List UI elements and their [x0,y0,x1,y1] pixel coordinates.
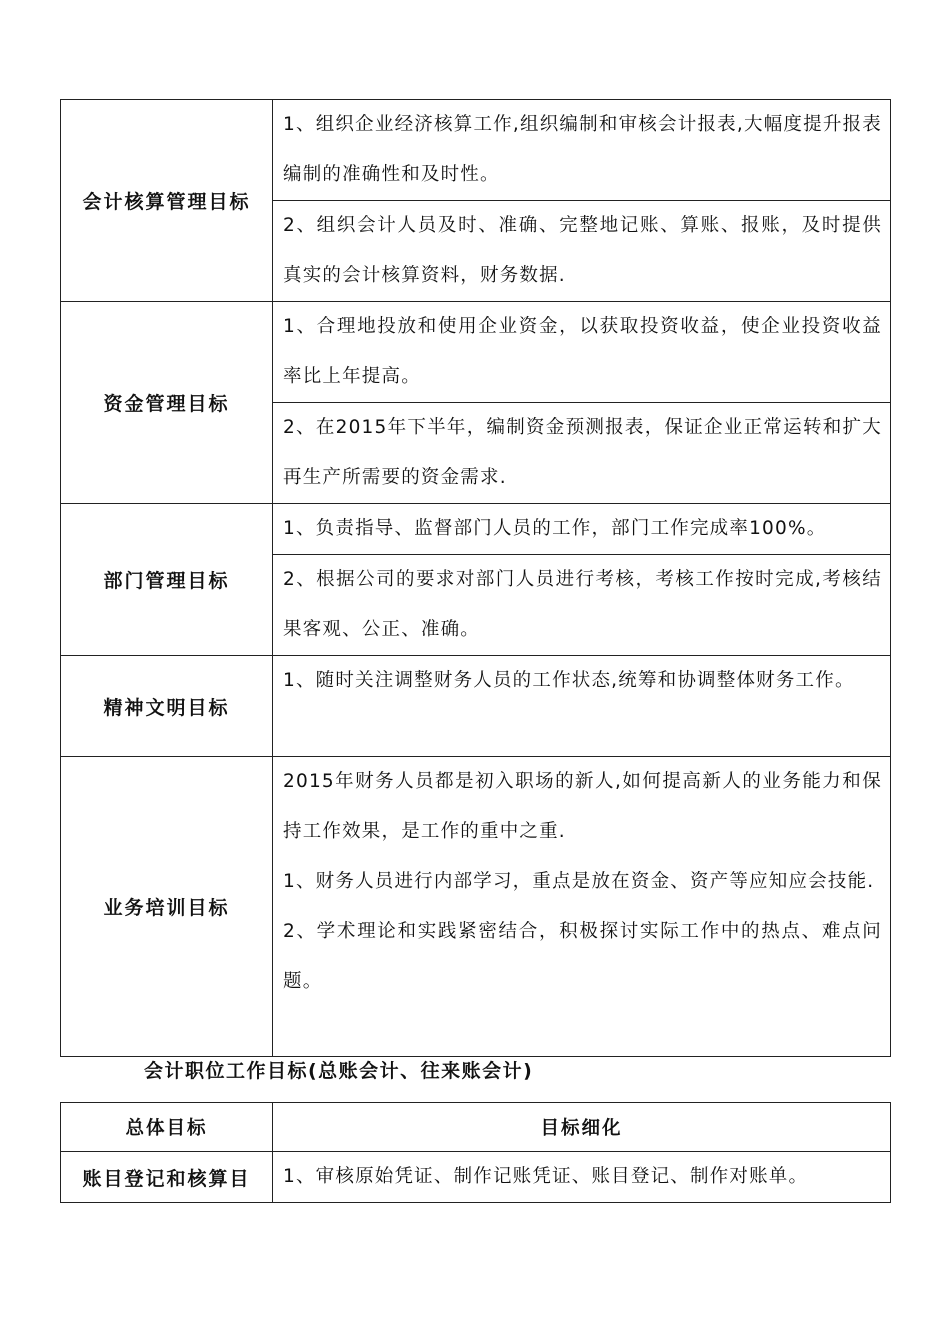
goal-item: 1、负责指导、监督部门人员的工作，部门工作完成率100%。 [273,504,891,555]
goal-item: 1、随时关注调整财务人员的工作状态,统筹和协调整体财务工作。 [273,656,891,757]
goal-item: 1、组织企业经济核算工作,组织编制和审核会计报表,大幅度提升报表编制的准确性和及时性。 [273,100,891,201]
goal-paragraph: 2015年财务人员都是初入职场的新人,如何提高新人的业务能力和保持工作效果，是工作的重中之重. [283,771,882,842]
goal-item: 2、根据公司的要求对部门人员进行考核，考核工作按时完成,考核结果客观、公正、准确。 [273,555,891,656]
header-overall-goal: 总体目标 [61,1103,273,1152]
goal-paragraph: 2、学术理论和实践紧密结合，积极探讨实际工作中的热点、难点问题。 [283,921,882,992]
table-header-row [61,1103,891,1152]
table-row [61,656,891,757]
goal-category: 账目登记和核算目 [61,1152,273,1203]
goal-category: 资金管理目标 [61,302,273,504]
table-row [61,100,891,201]
table-row [61,1152,891,1203]
goal-item: 2、在2015年下半年，编制资金预测报表，保证企业正常运转和扩大再生产所需要的资金需求. [273,403,891,504]
position-goals-table [60,1102,891,1203]
goal-item: 1、审核原始凭证、制作记账凭证、账目登记、制作对账单。 [273,1152,891,1203]
table-row [61,302,891,403]
goal-item: 1、合理地投放和使用企业资金，以获取投资收益，使企业投资收益率比上年提高。 [273,302,891,403]
table-row [61,757,891,1057]
goal-item: 2、组织会计人员及时、准确、完整地记账、算账、报账，及时提供真实的会计核算资料，财务数据. [273,201,891,302]
goal-paragraph: 1、财务人员进行内部学习，重点是放在资金、资产等应知应会技能. [283,871,875,892]
goal-category: 会计核算管理目标 [61,100,273,302]
goal-category: 精神文明目标 [61,656,273,757]
goal-item [273,757,891,1057]
header-goal-detail: 目标细化 [273,1103,891,1152]
goals-table [60,99,891,1057]
goal-category: 业务培训目标 [61,757,273,1057]
goal-category: 部门管理目标 [61,504,273,656]
table-row [61,504,891,555]
section-title: 会计职位工作目标(总账会计、往来账会计) [144,1060,534,1082]
